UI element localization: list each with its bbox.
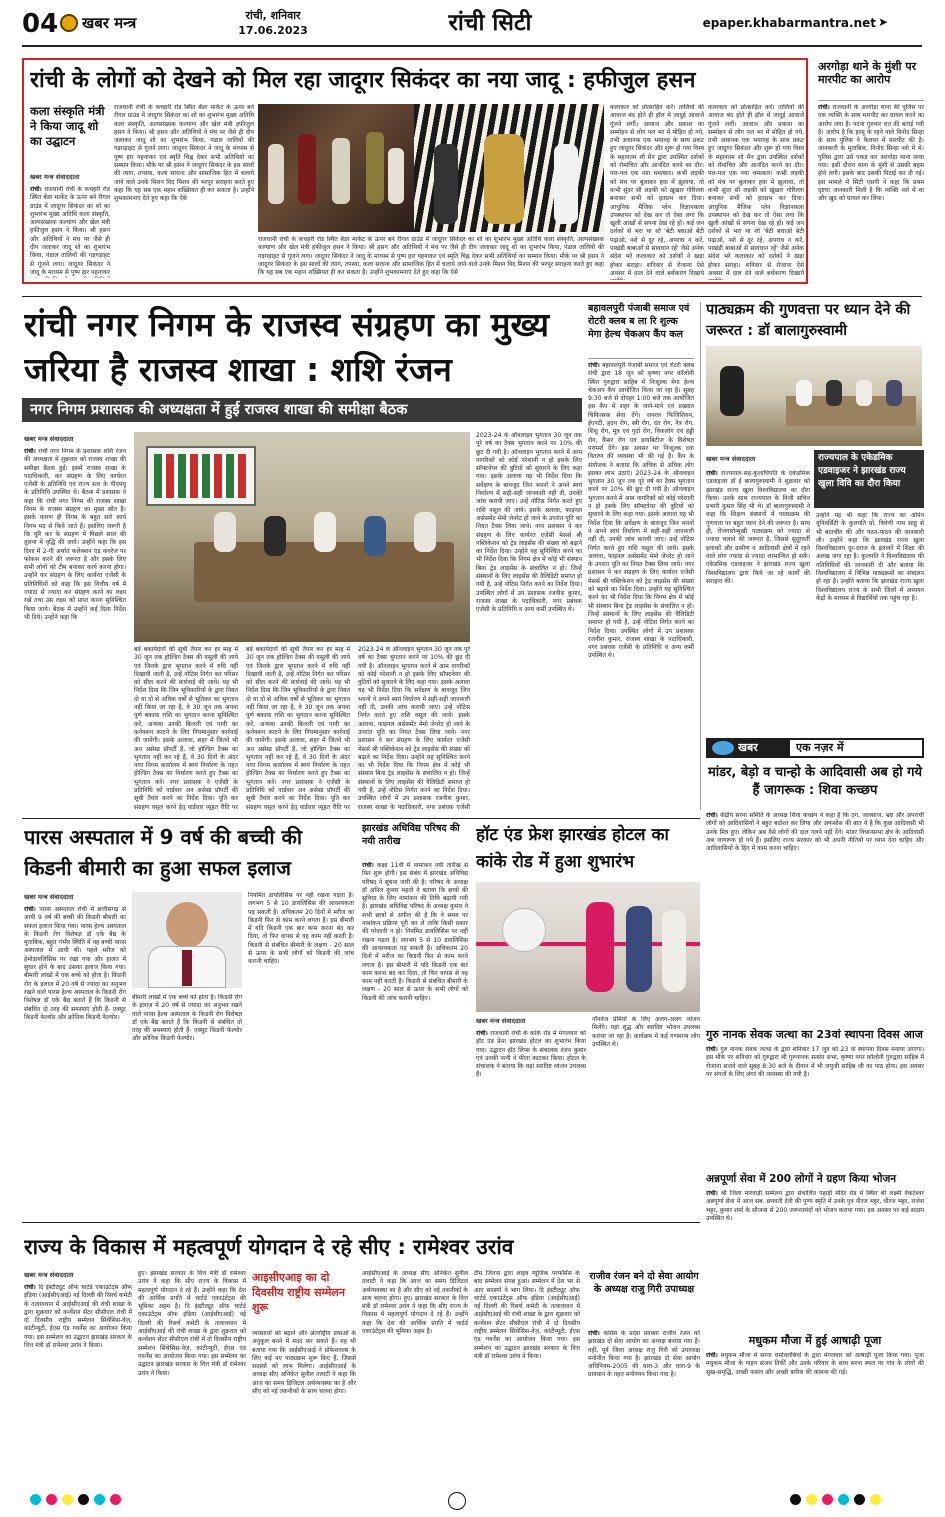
registration-dot (94, 1494, 105, 1505)
dateline: रांची। (706, 1190, 718, 1197)
story-text-2: उन्होंने यह भी कहा कि राज्य का ओपेन यूनिवर्सिटी के कुलपति प्रो. त्रिवेणी नाथ साहु से भी बातचीत की और पठन-पाठन की जानकारी ली। उन्होंने कहा कि झारखंड राज्य खुला विश्वविद्यालय दूर-दराज के इलाकों में शिक्षा की अलख जगा रहा है। कुलपति ने विश्वविद्यालय की गतिविधियों की जानकारी दी और बताया कि विश्वविद्यालय में विभिन्न पाठ्यक्रमों का संचालन हो रहा है। उन्होंने बताया कि झारखंड राज्य खुला विश्वविद्यालय राज्य के सभी जिलों में अध्ययन केंद्रों के माध्यम से विद्यार्थियों तक पहुंच रहा है। (816, 512, 924, 602)
revenue-col3 (246, 646, 350, 810)
magician-performer-photo (414, 104, 604, 232)
paras-col3 (248, 892, 354, 1214)
story-text-filler: दि इंस्टीट्यूट ऑफ चार्टर्ड एकाउंटेंट्स ऑफ इंडिया (आईसीएआई) नई दिल्ली की रिसर्च कमेटी के तत्वावधान में आईसीएआई की रांची शाखा के द्वारा शुक्रवार को कन्वेंशन सेंटर सीसीएल रांची में दो दिवसीय राष्ट्रीय सम्मेलन सिंथेसिस-वेज़, कांटीन्यूटी, ईएस एंड गवर्नेंस का आयोजन किया गया। इस सम्मेलन का उद्घाटन झारखंड सरकार के वित्त मंत्री डॉ रामेश्वर उरांव ने किया। (474, 1286, 580, 1360)
brand-name: खबर मन्त्र (82, 14, 137, 32)
story-magician-subhead: कला संस्कृति मंत्री ने किया जादू शो का उद्घाटन (30, 104, 105, 148)
story-text: राज्यपाल-सह-कुलाधिपति के एकेडमिक एडवाइजर डॉ ई बालागुरुस्वामी ने शुक्रवार को झारखंड राज्य खुला विश्वविद्यालय का दौरा किया। उनके साथ राज्यपाल के निजी सचिव प्रभारी कुमार सिंह भी थे। डॉ बालागुरुस्वामी ने कहा कि शिक्षण संस्थानों में पाठ्यक्रम की गुणवत्ता पर बहुत ध्यान देने की जरूरत है। साथ ही, रोजगारोन्मुखी पाठ्यक्रम को ज्यादा से ज्यादा चलाने की जरूरत है, जिससे सुदूरवर्ती इलाकों और ग्रामीण व आदिवासी क्षेत्रों में रहने वाले लोग ज्यादा से ज्यादा लाभान्वित हो सकें। एकेडमिक एडवाइजर ने झारखंड राज्य खुला विश्वविद्यालय द्वारा किये जा रहे कार्यों की सराहना की। (706, 470, 810, 585)
registration-dot (806, 1494, 817, 1505)
argora-headline: अरगोड़ा थाने के मुंशी पर मारपीट का आरोप (818, 60, 917, 86)
story-magician-col5 (708, 104, 804, 280)
magician-stage-photo (258, 104, 414, 232)
rajiv-headline: राजीव रंजन बने दो सेवा आयोग के अध्यक्ष राजु गिरी उपाध्यक्ष (589, 1271, 699, 1295)
story-text: केंद्रीय सरना समिति के अध्यक्ष शिवा कच्छप ने कहा है कि ठग, जलसाज, भ्रष्ट और अपराधी लोगों को आदिवासियों ने बहुत बर्दाश्त कर लिया और अफसोस की बात ये है कि कुछ आदिवासी भी उनके मित्र हुए। लेकिन अब वैसे लोगों की दाल गलने नहीं देंगे। मांडर विधानसभा क्षेत्र के आदिवासी अब जागरूक हो गये हैं। इसलिए राज्य सरकार को भी अपनी नीतियों पर ध्यान देना चाहिए और आदिवासियों के हित में काम करना चाहिए। (706, 812, 924, 853)
story-magician-col3 (258, 236, 604, 278)
rajiv-text (588, 1330, 700, 1468)
argora-text (818, 104, 924, 284)
annapurna-text (706, 1190, 924, 1330)
curriculum-col2 (816, 512, 924, 730)
revenue-col5 (476, 432, 582, 810)
gurunanak-text (706, 1046, 924, 1166)
cursor-icon: ➤ (878, 15, 889, 29)
footer-registration-strip (0, 1490, 945, 1512)
website-link[interactable]: epaper.khabarmantra.net (702, 16, 876, 30)
story-text-filler: नियमित डायलिसिस पर नहीं रखना पड़ता है। लगभग 5 से 10 डायलिसिस की आवश्यकता पड़ सकती है। अधिकतम 20 दिनों में मरीज का किडनी फिर से काम करने लगता है। इस बीमारी में यदि किडनी एक बार काम करना बंद कर दिया, तो फिर वापस से वह काम नहीं करती है। किडनी से संबंधित बीमारी के लक्षण - 20 साल से ऊपर के सभी लोगों को किडनी की जांच करानी चाहिए। (362, 928, 468, 1002)
hotel-byline: खबर मन्त्र संवाददाता (476, 1017, 526, 1025)
dateline: रांची। (706, 1046, 718, 1053)
dateline: रांची। (706, 470, 718, 477)
story-text-3: 2023-24 के ऑनलाइन भुगतान 30 जून तक पूरे वर्ष का टैक्स भुगतान करने पर 10% की छूट दी गयी है। ऑनलाइन भुगतान करने में आम नागरिकों को कोई परेशानी न हो इसके लिए सॉफ्टवेयर की त्रुटियों को सुधारने के लिए कहा गया। इसके अलावा यह भी निर्देश दिया कि सर्वेक्षण के बावजूद जिन भवनों ने अपने स्वयं निर्धारण में सही-सही जानकारी नहीं दी, उनकी जांच करायी जाए। उन्हें नोटिस निर्गत करते हुए राशि वसूल की जाये। इसके अलावा, फाइनल असेसमेंट मेमो जेनरेट हो जाने के उपरांत पूति का नियत टैक्स लिया जाये। नगर प्रशासन ने कर संग्रहण के लिए कार्यरत एजेंसी मेसर्स श्री पब्लिकेशन को ट्रेड लाइसेंस की संख्या को बढ़ाने का निर्देश दिया। उन्होंने यह सुनिश्चित करने का भी निर्देश दिया कि निगम क्षेत्र में कोई भी संस्थान बिना ट्रेड लाइसेंस के संचालित न हो। जिन्हें संस्थानों के लिए लाइसेंस की वैलिडिटी समाप्त हो गयी है, उन्हें नोटिस निर्गत करने का निर्देश दिया। उपस्थित लोगों में उप प्रशासक रजनीश कुमार, राजस्व शाखा के पदाधिकारी, नगर प्रबंधक एजेंसी (358, 646, 470, 810)
mandar-text (706, 812, 924, 1022)
registration-dot (822, 1494, 833, 1505)
hotel-headline: हॉट एंड फ्रेश झारखंड होटल का कांके रोड में हुआ शुभारंभ (476, 825, 669, 872)
story-text: राजधानी के अरगोड़ा थाना की पुलिस पर एक व्यक्ति के साथ मारपीट कर घायल करने का आरोप लगा है। पटना गुरुवार रात की बताई गयी है। आरोप है कि हरमू के रहने वाले विनोद सिन्हा के साथ पुलिस ने कैलाश में मारपीट की है। जानकारी के मुताबिक, विनोद सिन्हा नशे में थे। पुलिस द्वारा उसे पकड़ कर अरगोड़ा थाना लाया गया। इसी दौरान थाना के मुंशी से उसकी बहस होने लगी। इसके बाद उसकी पिटाई कर दी गई। इस मामले में सिटी एसपी ने कहा कि प्रथम दृष्टया जानकारी मिली है कि व्यक्ति नशे में था और खुद को घायल कर लिया। (818, 104, 924, 203)
registration-dot (30, 1494, 41, 1505)
ca-byline: खबर मन्त्र संवाददाता (24, 1271, 74, 1279)
story-magician-col1 (30, 186, 110, 278)
story-magician-headline: रांची के लोगों को देखने को मिल रहा जादूगर सिकंदर का नया जादू : हफीजुल हसन (30, 68, 696, 93)
story-magician-col4 (610, 104, 704, 280)
paras-col2 (132, 994, 242, 1214)
story-text-cont: राजधानी रांची के कचहरी रोड स्थित बेंडर मार्केट के ऊपर बने रीगल ग्राउंड में जादूगर सिकंदर का शो का शुभारंभ मुख्य अतिथि कला संस्कृति, अल्पसंख्यक कल्याण और खेल मंत्री हफीजुल हसन ने किया। श्री हसन और अतिथियों ने मंच पर जैसे ही दीप जलाकर जादू शो का शुभारंभ किया, पंडाल तालियों की गड़गड़ाहट से गूंजने लगा। जादूगर सिकंदर ने जादू के माध्यम से पुष्प हार पहनाकर एवं स्मृति चिह्न देकर सभी अतिथियों का सम्मान किया। मौके पर श्री हसन ने जादूगर सिकंदर के इस सालों की त्याग, तपस्या, कला साधना और सामाजिक हित में चलाये जाने वाले उनके मिशन विद मिशन की भरपूर सराहना करते हुए कहा कि यह सब एक महान शख्सियत ही कर सकता है। उन्होंने शुभकामनाएं देते हुए कहा कि ऐसे (114, 104, 254, 203)
story-magician-col2 (114, 104, 254, 280)
story-text-2: कलाकार को प्रोत्साहित करें। तालियों की आवाज बंद होते ही हॉल में जादुई आवाजें गूंजने लगीं। आवाज और प्रकाश का सम्मोहन से लोग पल भर में मोहित हो गये, तभी अचानक एक भयावह के साथ प्रकट हुए जादूगर सिकंदर और शुरू हो गया विस्व के महानतम शो मैन द्वारा उपस्थित दर्शकों को रोमांचित और आनंदित करने का दौर। पल-पल एक नया चमत्कार। कभी लड़की को मंच पर बुलाकर हवा में झुलाया, तो कभी सुंदर सी लड़की को खूंखार गोरिल्ला बनाकर सभी को हतप्रभ कर दिया। आधुनिक मैजिक प्लेन विज्ञानकला उपस्थापन को देख कर तो ऐसा लगा कि खुली आंखों से सपना देख रहे हों। कई जन दर्शकों से भरा था शो 'बेटी बचाओ बेटी पढ़ाओ, नशे से दूर रहे, अपराध न करें, पाखंडी बाबाओं से सावधान रहें' जैसे अनेक संदेश भरे कलाकार को दर्शकों ने खड़ा होकर सराहा। शनिवार से रोजाना ऐसे अवसर में दाल देने वाले बर्थकरण दिखाये (610, 104, 704, 277)
brand-logo-icon (60, 14, 78, 32)
story-text: रांची नगर निगम के प्रशासक शशि रंजन की अध्यक्षता में शुक्रवार को राजस्व शाखा की समीक्षा बैठक हुई। इसमें राजस्व शाखा के पदाधिकारी, कर संग्रहण के लिए कार्यरत एजेंसी के प्रतिनिधि एवं राज्य स्तर के पीएमयू के प्रतिनिधि उपस्थित थे। बैठक में प्रशासक ने कहा कि रांची नगर निगम की राजस्व शाखा निगम के राजस्व संग्रहण का मुख्य स्रोत है। इसके कारण ही निगम के बहुत सारे कार्य निगम मद से किये जाते हैं। इसलिए जरूरी है कि पूरि कर के संग्रहण में पिछले साल की तुलना में वृद्धि की जाये। उन्होंने कहा कि इस दिशा में 2-गी अर्थात कलेक्शन एंड कवरेज पर फोकस करने की जरूरत है और इसके लिए सभी लोगों को टीम बनाकर कार्य करना होगा। उन्होंने कर संग्रहण के लिए कार्यरत एजेंसी के प्रतिनिधियों को कहा कि इस वित्तीय वर्ष में ज्यादा से ज्यादा कर संग्रहण करने का लक्ष्य रखें तथा उस लक्ष्य को प्राप्त करना सुनिश्चित किया जाये। बैठक में उन्होंने कई दिशा निर्देश भी दिये। उन्होंने कहा कि (24, 448, 126, 621)
story-text: दि इंस्टीट्यूट ऑफ चार्टर्ड एकाउंटेंट्स ऑफ इंडिया (आईसीएआई) नई दिल्ली की रिसर्च कमेटी के तत्वावधान में आईसीएआई की रांची शाखा के द्वारा शुक्रवार को कन्वेंशन सेंटर सीसीएल रांची में दो दिवसीय राष्ट्रीय सम्मेलन सिंथेसिस-वेज़, कांटीन्यूटी, ईएस एंड गवर्नेंस का आयोजन किया गया। इस सम्मेलन का उद्घाटन झारखंड सरकार के वित्त मंत्री डॉ रामेश्वर उरांव ने किया। (24, 1284, 132, 1350)
dateline: रांची। (706, 812, 718, 819)
dateline: रांची। (588, 1330, 600, 1337)
story-text-3-cont: 2023-24 के ऑनलाइन भुगतान 30 जून तक पूरे वर्ष का टैक्स भुगतान करने पर 10% की छूट दी गयी है। ऑनलाइन भुगतान करने में आम नागरिकों को कोई परेशानी न हो इसके लिए सॉफ्टवेयर की त्रुटियों को सुधारने के लिए कहा गया। इसके अलावा यह भी निर्देश दिया कि सर्वेक्षण के बावजूद जिन भवनों ने अपने स्वयं निर्धारण में सही-सही जानकारी नहीं दी, उनकी जांच करायी जाए। उन्हें नोटिस निर्गत करते हुए राशि वसूल की जाये। इसके अलावा, फाइनल असेसमेंट मेमो जेनरेट हो जाने के उपरांत पूति का नियत टैक्स लिया जाये। नगर प्रशासन ने कर संग्रहण के लिए कार्यरत एजेंसी मेसर्स श्री पब्लिकेशन को ट्रेड लाइसेंस की संख्या को बढ़ाने का निर्देश दिया। उन्होंने यह सुनिश्चित करने का भी निर्देश दिया कि निगम क्षेत्र में कोई भी संस्थान बिना ट्रेड लाइसेंस के संचालित न हो। जिन्हें संस्थानों के लिए लाइसेंस की वैलिडिटी समाप्त हो गयी है, उन्हें नोटिस निर्गत करने का निर्देश दिया। उपस्थित लोगों में उप प्रशासक रजनीश कुमार, राजस्व शाखा के पदाधिकारी, नगर प्रबंधक एजेंसी के प्रतिनिधि व अन्य कर्मी उपस्थित थे। (476, 432, 582, 614)
story-text: कांग्रेस के प्रदेश प्रवक्ता राजीव रंजन को झारखंड दो सेवा आयोग का अध्यक्ष बनाया गया है। वहीं, पूर्व जिला अध्यक्ष राजु गिरी को उपाध्यक्ष मनोनीत किया गया है। झारखंड दो सेवा आयोग अधिनियम-2005 की धारा-3 और धारा-9 के प्रावधान के तहत मनोनयन किया गया है। (588, 1330, 700, 1379)
story-text: बहावलपुरी पंजाबी समाज एवं रोटरी क्लब रांची द्वारा 18 जून को कृष्णा नगर कॉलोनी स्थित गुरुद्वारा साहिब में निःशुल्क मेगा हेल्थ चेकअप कैंप आयोजित किया जा रहा है। सुबह 9:30 बजे से दोपहर 1:00 बजे तक आयोजित इस कैंप में शहर के जाने-माने एवं प्रख्यात चिकित्सक सेवा देंगे। जनरल फिजिशियन, ईएनटी, हृदय रोग, स्त्री रोग, दंत रोग, नेत्र रोग, शिशु रोग, मूत्र एवं गुर्दा रोग, विकलांग एवं हड्डी रोग, कैंसर रोग एवं डायबिटीज के विशेषज्ञ परामर्श देंगे। इस अवसर पर निःशुल्क दवा वितरण की व्यवस्था भी की गई है। कैंप के संयोजक ने बताया कि अधिक से अधिक लोग इसका लाभ उठाएं। (588, 362, 694, 477)
story-text-2-cont: कलाकार को प्रोत्साहित करें। तालियों की आवाज बंद होते ही हॉल में जादुई आवाजें गूंजने लगीं। आवाज और प्रकाश का सम्मोहन से लोग पल भर में मोहित हो गये, तभी अचानक एक भयावह के साथ प्रकट हुए जादूगर सिकंदर और शुरू हो गया विस्व के महानतम शो मैन द्वारा उपस्थित दर्शकों को रोमांचित और आनंदित करने का दौर। पल-पल एक नया चमत्कार। कभी लड़की को मंच पर बुलाकर हवा में झुलाया, तो कभी सुंदर सी लड़की को खूंखार गोरिल्ला बनाकर सभी को हतप्रभ कर दिया। आधुनिक मैजिक प्लेन विज्ञानकला उपस्थापन को देख कर तो ऐसा लगा कि खुली आंखों से सपना देख रहे हों। कई जन दर्शकों से भरा था शो 'बेटी बचाओ बेटी पढ़ाओ, नशे से दूर रहे, अपराध न करें, पाखंडी बाबाओं से सावधान रहें' जैसे अनेक संदेश भरे कलाकार को दर्शकों ने खड़ा होकर सराहा। शनिवार से रोजाना ऐसे अवसर में दाल देने वाले बर्थकरण दिखाये (708, 104, 804, 277)
story-text-3: नियमित डायलिसिस पर नहीं रखना पड़ता है। लगभग 5 से 10 डायलिसिस की आवश्यकता पड़ सकती है। अधिकतम 20 दिनों में मरीज का किडनी फिर से काम करने लगता है। इस बीमारी में यदि किडनी एक बार काम करना बंद कर दिया, तो फिर वापस से वह काम नहीं करती है। किडनी से संबंधित बीमारी के लक्षण - 20 साल से ऊपर के सभी लोगों को किडनी की जांच करानी चाहिए। (248, 892, 354, 966)
story-text: मधुकम मौजा में सरना धर्मावलंबियों के द्वारा मंगलवार को आषाढ़ी पूजा किया गया। पूजा मधुकम मौजा के पाहन संजय तिर्की और उनके परिवार के साथ सरना स्थल पर गांव के लोगों की सुख-समृद्धि, अच्छी फसल और अच्छी बारिश की कामना की गई। (706, 1352, 924, 1376)
dateline: रांची। (30, 186, 42, 193)
revenue-headline: रांची नगर निगम के राजस्व संग्रहण का मुख्य जरिया है राजस्व शाखा : शशि रंजन (24, 305, 549, 389)
dateline: रांची। (706, 1352, 718, 1359)
ca-col3 (362, 1270, 468, 1468)
registration-dot (870, 1494, 881, 1505)
hotel-ribbon-photo (476, 882, 700, 1012)
story-text: श्री जिला मारवाड़ी सम्मेलन द्वारा संचालित पहाड़ी मंदिर रोड में स्थित श्री लक्ष्मी वेंकटेश्वर अन्नपूर्णा सेवा में आज सब. छनवती देवी की पुण्य स्मृति में उनके पुत्र नीरज भट्टर, धीरज भट्टर, राजेश भट्टर, कुमार शर्मा के सौजन्य से 200 जरूरतमंदों को भोजन कराया गया। इस अवसर पर कई सदस्य उपस्थित थे। (706, 1190, 924, 1222)
revenue-col1 (24, 448, 126, 810)
story-text-tail: राजधानी रांची के कचहरी रोड स्थित बेंडर मार्केट के ऊपर बने रीगल ग्राउंड में जादूगर सिकंदर का शो का शुभारंभ मुख्य अतिथि कला संस्कृति, अल्पसंख्यक कल्याण और खेल मंत्री हफीजुल हसन ने किया। श्री हसन और अतिथियों ने मंच पर जैसे ही दीप जलाकर जादू शो का शुभारंभ किया, पंडाल तालियों की गड़गड़ाहट से गूंजने लगा। जादूगर सिकंदर ने जादू के माध्यम से पुष्प हार पहनाकर एवं स्मृति चिह्न देकर सभी अतिथियों का सम्मान किया। मौके पर श्री हसन ने जादूगर सिकंदर के इस सालों की त्याग, तपस्या, कला साधना और सामाजिक हित में चलाये जाने वाले उनके मिशन विद मिशन की भरपूर सराहना करते हुए कहा कि यह सब एक महान शख्सियत ही कर सकता है। उन्होंने शुभकामनाएं देते हुए कहा कि ऐसे (258, 236, 604, 277)
revenue-subhead: नगर निगम प्रशासक की अध्यक्षता में हुई राजस्व शाखा की समीक्षा बैठक (30, 402, 408, 418)
revenue-col2 (134, 646, 238, 810)
registration-dot (854, 1494, 865, 1505)
revenue-col4 (358, 646, 470, 810)
dateline: रांची। (24, 448, 36, 455)
dateline: रांची। (476, 1030, 488, 1037)
curriculum-subhead: राज्यपाल के एकेडमिक एडवाइजर ने झारखंड राज्य खुला विवि का दौरा किया (818, 453, 906, 489)
story-text-filler: आईसीएआई के अध्यक्ष सीए अनिकेत सुनील तलाटी ने कहा कि आज का समय डिजिटल अर्थव्यवस्था का है और सीए को नई तकनीकों के साथ चलना होगा। (252, 1363, 356, 1396)
story-text-2: हुए। झारखंड सरकार के वित्त मंत्री डॉ रामेश्वर उरांव ने कहा कि सीए राज्य के विकास में महत्वपूर्ण योगदान दे रहे हैं। उन्होंने कहा कि देश की आर्थिक प्रगति में चार्टर्ड एकाउंटेंट्स की भूमिका अहम है। (138, 1270, 246, 1311)
story-magician-byline: खबर मन्त्र संवाददाता (30, 173, 80, 181)
ca-col4 (474, 1270, 580, 1468)
paras-col1 (24, 906, 126, 1214)
doctor-photo (132, 892, 242, 988)
ek-nazar-khabar: खबर (738, 741, 758, 754)
story-text: कक्षा 11वीं में नामांकन नयी तारीख से फिर शुरू होगी। इस संबंध में झारखंड अधिविद्य परिषद ने सूचना जारी की है। परिषद के अध्यक्ष डॉ अनिल कुमार महतो ने बताया कि छात्रों की सुविधा के लिए नामांकन की तिथि बढ़ायी गयी है। झारखंड अधिविद्य परिषद के अध्यक्ष कुमार ने सभी छात्रों से अपील की है कि वे समय पर नामांकन प्रक्रिया पूरी कर लें ताकि किसी प्रकार की परेशानी न हो। (362, 862, 468, 936)
dateline: रांची। (818, 104, 830, 111)
registration-dot (790, 1494, 801, 1505)
story-text-2: नॉनवेज प्रेमियों के लिए अलग-अलग व्यंजन मिलेंगे। यहां शुद्ध और स्वादिष्ट भोजन उपलब्ध कराया जा रहा है। कार्यक्रम में कई गणमान्य लोग उपस्थित थे। (592, 1016, 700, 1048)
mandar-headline: मांडर, बेड़ो व चान्हो के आदिवासी अब हो गये हैं जागरूक : शिवा कच्छप (707, 765, 923, 798)
icai-text (252, 1330, 356, 1468)
dateline: रांची। (362, 862, 374, 869)
madhukam-text (706, 1352, 924, 1462)
story-text: राजधानी रांची के कांके रोड में मंगलवार को हॉट एंड फ्रेश झारखंड होटल का शुभारंभ किया गया। उद्घाटन हॉट लिप्स के संचालक रंजन कुमार एवं उनकी पत्नी ने फीता काटकर किया। होटल के संचालक ने बताया कि यहां स्वादिष्ट व्यंजन उपलब्ध हैं। (476, 1030, 586, 1079)
hotel-col1 (476, 1030, 586, 1214)
story-text-filler: बीमारी लाखों में एक बच्चे को होता है। किडनी रोग के इलाज में 20 वर्ष से ज्यादा का अनुभव रखने वाले पारस हेल्थ अस्पताल के किडनी रोग विशेषज्ञ डॉ एके बैद्य बताते हैं कि किडनी से संबंधित दो तरह की समस्याएं होती हैं- एक्यूट किडनी फेल्योर और क्रोनिक किडनी फेल्योर। (24, 972, 126, 1021)
curriculum-headline: पाठ्यक्रम की गुणवत्ता पर ध्यान देने की जरूरत : डॉ बालागुरुस्वामी (706, 302, 911, 339)
story-text: गुरु नानक सेवक जत्था के द्वारा शनिवार 17 जून को 23 वां स्थापना दिवस मनाया जाएगा। इस मौके पर शनिवार को गुरुद्वारा श्री गुरुनानक सत्संग सभा, कृष्णा नगर कॉलोनी गुरुद्वारा साहिब में रोजाना सजने वाले सुबह 8:30 बजे के दीवान में भी जपुजी साहिब जी का पाठ होगा। इस अवसर पर संगतों के लिए लंगर की व्यवस्था की गयी है। (706, 1046, 924, 1078)
story-text-2: बीमारी लाखों में एक बच्चे को होता है। किडनी रोग के इलाज में 20 वर्ष से ज्यादा का अनुभव रखने वाले पारस हेल्थ अस्पताल के किडनी रोग विशेषज्ञ डॉ एके बैद्य बताते हैं कि किडनी से संबंधित दो तरह की समस्याएं होती हैं- एक्यूट किडनी फेल्योर और क्रोनिक किडनी फेल्योर। (132, 994, 242, 1043)
issue-date: 17.06.2023 (238, 24, 308, 37)
story-text-2-cont: बड़े बकायेदारों की सूची तैयार कर हर माह में 30 जून तक होल्डिंग टैक्स की वसूली की जाये एवं जिनके द्वारा भुगतान करने में रुचि नहीं दिखायी जाती है, उन्हें नोटिस निर्गत कर परिसर को सील करने की कार्रवाई की जाये। यह भी निर्देश दिया कि जिन भूधिकारियों के द्वारा नियत दो या दो से अधिक वर्षों से भूतिकर का भुगतान नहीं किया जा रहा है, वे 30 जून तक अपना पूर्ण बकाया राशि का भुगतान करना सुनिश्चित करें, अन्यथा उनकी बिजली एवं पानी का कनेक्शन काटने के लिए नियमानुसार कार्रवाई की जायेगी। इसके अलावा, शहर में जितने भी अन असेस्ड प्रॉपर्टी हैं, जो होल्डिंग टैक्स का भुगतान नहीं कर रहे हैं, वे 30 दिनों के अंदर नगर निगम कार्यालय में स्वयं निर्धारण के तहत होल्डिंग टैक्स का निर्धारण करते हुए टैक्स का भुगतान करें। नगर प्रशासक ने एजेंसी के प्रतिनिधि को वार्डवार अन असेस्ड प्रॉपर्टी की सूची तैयार करने का निर्देश दिया। पूति कर संग्रहण वसूल करने हेतु वार्डवार व्यूहत रीति पर (246, 646, 350, 810)
ca-headline: राज्य के विकास में महत्वपूर्ण योगदान दे रहे सीए : रामेश्वर उरांव (24, 1235, 514, 1259)
ca-col2 (138, 1270, 246, 1468)
registration-dot (46, 1494, 57, 1505)
masthead (0, 0, 945, 46)
story-text-3: आईसीएआई के अध्यक्ष सीए अनिकेत सुनील तलाटी ने कहा कि आज का समय डिजिटल अर्थव्यवस्था का है और सीए को नई तकनीकों के साथ चलना होगा। (362, 1270, 468, 1302)
registration-dot (78, 1494, 89, 1505)
registration-dot (62, 1494, 73, 1505)
madhukam-headline: मधुकम मौजा में हुई आषाढ़ी पूजा (748, 1334, 882, 1347)
paras-headline: पारस अस्पताल में 9 वर्ष की बच्ची की किडनी बीमारी का हुआ सफल इलाज (24, 825, 303, 880)
registration-dot (110, 1494, 121, 1505)
hotel-col2 (592, 1016, 700, 1214)
story-text-filler: हुए। झारखंड सरकार के वित्त मंत्री डॉ रामेश्वर उरांव ने कहा कि सीए राज्य के विकास में महत्वपूर्ण योगदान दे रहे हैं। उन्होंने कहा कि देश की आर्थिक प्रगति में चार्टर्ड एकाउंटेंट्स की भूमिका अहम है। (362, 1294, 468, 1336)
section-title: रांची सिटी (448, 10, 532, 36)
curriculum-col1 (706, 470, 810, 730)
city-day: रांची, शनिवार (245, 9, 301, 22)
ek-nazar-label: एक नज़र में (796, 741, 844, 754)
story-text-filler: 2023-24 के ऑनलाइन भुगतान 30 जून तक पूरे वर्ष का टैक्स भुगतान करने पर 10% की छूट दी गयी है। ऑनलाइन भुगतान करने में आम नागरिकों को कोई परेशानी न हो इसके लिए सॉफ्टवेयर की त्रुटियों को सुधारने के लिए कहा गया। इसके अलावा यह भी निर्देश दिया कि सर्वेक्षण के बावजूद जिन भवनों ने अपने स्वयं निर्धारण में सही-सही जानकारी नहीं दी, उनकी जांच करायी जाए। उन्हें नोटिस निर्गत करते हुए राशि वसूल की जाये। इसके अलावा, फाइनल असेसमेंट मेमो जेनरेट हो जाने के उपरांत पूति का नियत टैक्स लिया जाये। नगर प्रशासन ने कर संग्रहण के लिए कार्यरत एजेंसी मेसर्स श्री पब्लिकेशन को ट्रेड लाइसेंस की संख्या को बढ़ाने का निर्देश दिया। उन्होंने यह सुनिश्चित करने का भी निर्देश दिया कि निगम क्षेत्र में कोई भी संस्थान बिना ट्रेड लाइसेंस के संचालित न हो। जिन्हें संस्थानों के लिए लाइसेंस की वैलिडिटी समाप्त हो गयी है, उन्हें नोटिस निर्गत करने का निर्देश दिया। उपस्थित लोगों में उप प्रशासक रजनीश कुमार, राजस्व शाखा के पदाधिकारी, नगर प्रबंधक एजेंसी के प्रतिनिधि व अन्य कर्मी उपस्थित थे। (588, 469, 694, 660)
curriculum-byline: खबर मन्त्र संवाददाता (706, 455, 756, 463)
story-text: पारस अस्पताल रांची में छत्तीसगढ़ से आयी 9 वर्ष की बच्ची की किडनी बीमारी का सफल इलाज किया गया। पारस हेल्थ अस्पताल के किडनी रोग विशेषज्ञ डॉ एके बैद्य के मुताबिक, बहुत गंभीर स्थिति में वह बच्ची पारस अस्पताल में आयी थी। पहले मरीज को हेमोडायलिसिस पर रखा गया और हालत में सुधार होने के बाद उसका इलाज किया गया। (24, 906, 126, 972)
icai-headline: आइसीएआइ का दो दिवसीय राष्ट्रीय सम्मेलन शुरू (252, 1271, 345, 1314)
ca-col1 (24, 1284, 132, 1468)
page-number: 04 (22, 9, 58, 39)
health-camp-headline: बहावलपुरी पंजाबी समाज एवं रोटरी क्लब ब ला रि शुल्क मेगा हेल्थ चेकअप कैंप कल (588, 303, 690, 340)
jac-headline: झारखंड अधिविद्य परिषद की नयी तारीख (362, 823, 460, 847)
gurunanak-headline: गुरु नानक सेवक जत्था का 23वां स्थापना दिवस आज (706, 1028, 923, 1041)
meeting-photo (134, 432, 470, 642)
university-meeting-photo (706, 346, 922, 446)
ek-nazar-logo-icon (712, 741, 734, 755)
health-camp-text (588, 362, 694, 810)
jac-text (362, 862, 468, 1214)
story-text: राजधानी रांची के कचहरी रोड स्थित बेंडर मार्केट के ऊपर बने रीगल ग्राउंड में जादूगर सिकंदर का शो का शुभारंभ मुख्य अतिथि कला संस्कृति, अल्पसंख्यक कल्याण और खेल मंत्री हफीजुल हसन ने किया। श्री हसन और अतिथियों ने मंच पर जैसे ही दीप जलाकर जादू शो का शुभारंभ किया, पंडाल तालियों की गड़गड़ाहट से गूंजने लगा। जादूगर सिकंदर ने जादू के माध्यम से पुष्प हार पहनाकर (30, 186, 110, 276)
dateline: रांची। (588, 362, 600, 369)
annapurna-headline: अन्नपूर्णा सेवा में 200 लोगों ने ग्रहण किया भोजन (706, 1173, 897, 1185)
registration-dot (838, 1494, 849, 1505)
revenue-byline: खबर मन्त्र संवाददाता (24, 435, 74, 443)
story-text-filler: दि इंस्टीट्यूट ऑफ चार्टर्ड एकाउंटेंट्स ऑफ इंडिया (आईसीएआई) नई दिल्ली की रिसर्च कमेटी के तत्वावधान में आईसीएआई की रांची शाखा के द्वारा शुक्रवार को कन्वेंशन सेंटर सीसीएल रांची में दो दिवसीय राष्ट्रीय सम्मेलन सिंथेसिस-वेज़, कांटीन्यूटी, ईएस एंड गवर्नेंस का आयोजन किया गया। इस सम्मेलन का उद्घाटन झारखंड सरकार के वित्त मंत्री डॉ रामेश्वर उरांव ने किया। (138, 1303, 246, 1377)
story-text-4: टीम जितना द्वारा लाइव म्यूजिक परफॉर्मेंस के बाद सम्मेलन संपन्न हुआ। सम्मेलन में देश भर से आए सदस्यों ने भाग लिया। (474, 1270, 580, 1294)
crosshair-icon (448, 1492, 466, 1510)
dateline: रांची। (24, 1284, 36, 1291)
story-text: व्यवसायों को बढ़ाने और अंतर्राष्ट्रीय प्रथाओं के अनुकूल बनने में मदद कर सकते हैं। यह भी बताया गया कि आईसीएआई ने प्रोफेशनल्स के लिए कई नए पाठ्यक्रम शुरू किए हैं, जिससे सदस्यों को लाभ मिलेगा। (252, 1330, 356, 1371)
dateline: रांची। (24, 906, 36, 913)
paras-byline: खबर मन्त्र संवाददाता (24, 893, 74, 901)
story-text-2: बड़े बकायेदारों की सूची तैयार कर हर माह में 30 जून तक होल्डिंग टैक्स की वसूली की जाये एवं जिनके द्वारा भुगतान करने में रुचि नहीं दिखायी जाती है, उन्हें नोटिस निर्गत कर परिसर को सील करने की कार्रवाई की जाये। यह भी निर्देश दिया कि जिन भूधिकारियों के द्वारा नियत दो या दो से अधिक वर्षों से भूतिकर का भुगतान नहीं किया जा रहा है, वे 30 जून तक अपना पूर्ण बकाया राशि का भुगतान करना सुनिश्चित करें, अन्यथा उनकी बिजली एवं पानी का कनेक्शन काटने के लिए नियमानुसार कार्रवाई की जायेगी। इसके अलावा, शहर में जितने भी अन असेस्ड प्रॉपर्टी हैं, जो होल्डिंग टैक्स का भुगतान नहीं कर रहे हैं, वे 30 दिनों के अंदर नगर निगम कार्यालय में स्वयं निर्धारण के तहत होल्डिंग टैक्स का निर्धारण करते हुए टैक्स का भुगतान करें। नगर प्रशासक ने एजेंसी के प्रतिनिधि को वार्डवार अन असेस्ड प्रॉपर्टी की सूची तैयार करने का निर्देश दिया। पूति कर संग्रहण वसूल करने हेतु वार्डवार व्यूहत रीति पर (134, 646, 238, 810)
